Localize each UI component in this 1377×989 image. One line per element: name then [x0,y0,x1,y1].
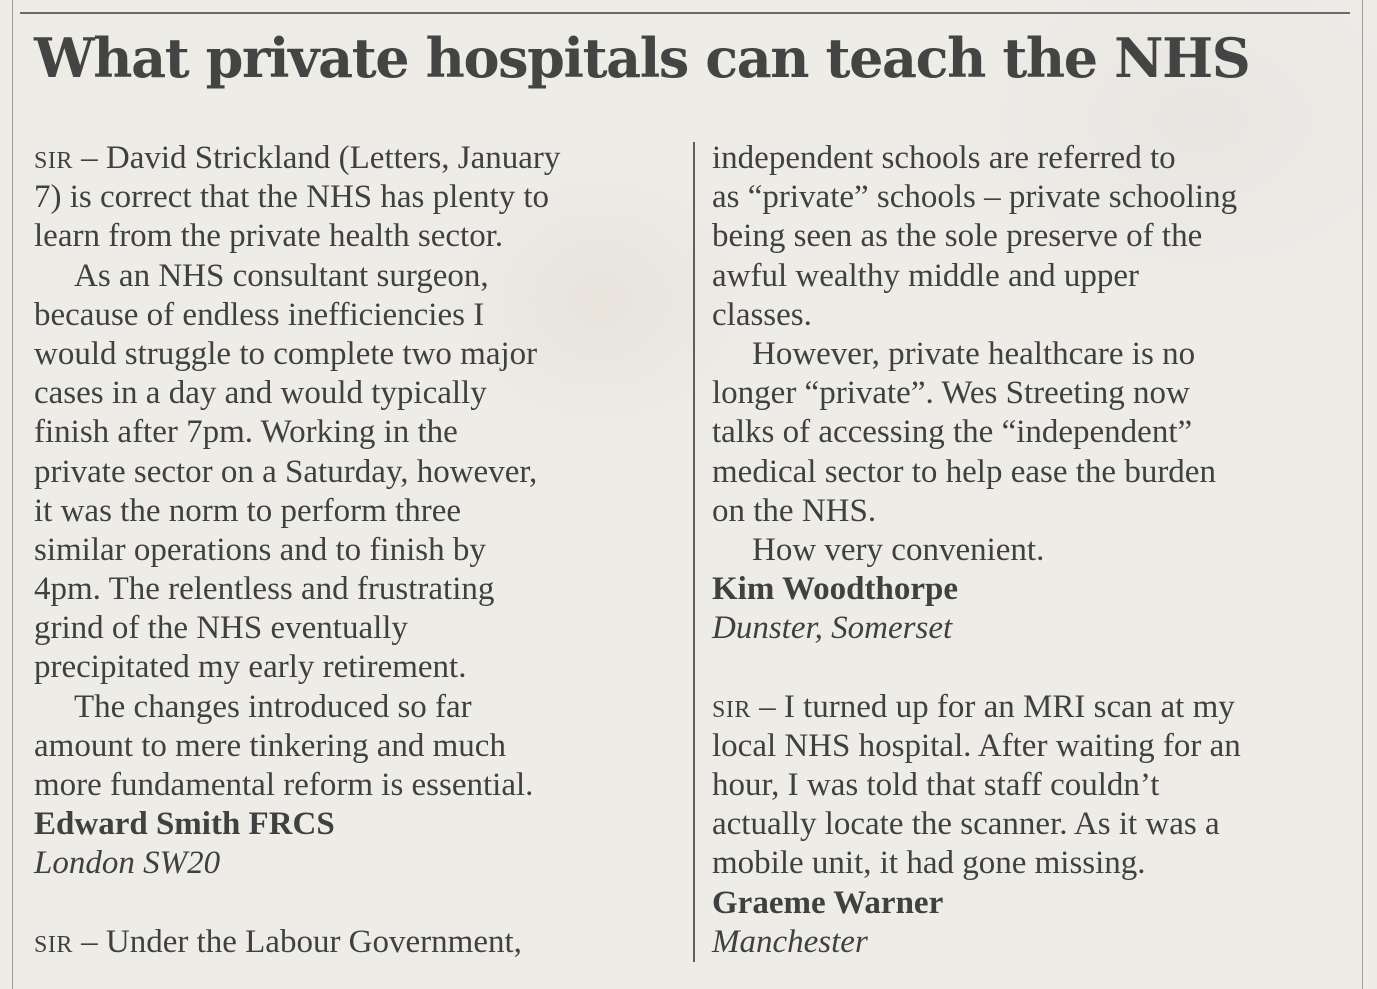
sir-opener: SIR [34,931,73,958]
letter-line: local NHS hospital. After waiting for an [712,727,1241,764]
letter-line: hour, I was told that staff couldn’t [712,767,1160,803]
letter-line: as “private” schools – private schooling [712,179,1238,216]
letter-text: – David Strickland (Letters, January [72,140,561,176]
letter-line: How very convenient. [752,531,1045,568]
letter-line [34,923,684,962]
letter-signature: Edward Smith FRCS [34,806,335,843]
letter-line: cases in a day and would typically [34,375,487,412]
letter-line: similar operations and to finish by [34,531,486,568]
sir-opener: SIR [34,148,73,174]
letter-line: independent schools are referred to [712,140,1176,176]
letter-line: precipitated my early retirement. [34,649,467,686]
letter-line: classes. [712,296,812,333]
letter-line: on the NHS. [712,492,877,529]
letter-signature: Graeme Warner [712,884,944,921]
letter-line: awful wealthy middle and upper [712,257,1140,294]
letter-line: grind of the NHS eventually [34,610,408,647]
letter-line: being seen as the sole preserve of the [712,218,1203,255]
headline: What private hospitals can teach the NHS [34,26,1250,90]
letter-line: 4pm. The relentless and frustrating [34,571,495,608]
letter-line: longer “private”. Wes Streeting now [712,375,1190,412]
letter-line [712,688,1357,727]
letter-text: – Under the Labour Government, [72,923,522,960]
letter-line [34,139,684,178]
letter-text: – I turned up for an MRI scan at my [750,688,1235,725]
right-column [712,139,1357,962]
letter-line: amount to mere tinkering and much [34,727,506,764]
letter-line: mobile unit, it had gone missing. [712,845,1146,882]
letter-location: Dunster, Somerset [712,610,953,647]
letter-line: medical sector to help ease the burden [712,453,1216,490]
top-rule [20,12,1350,14]
letter-line: actually locate the scanner. As it was a [712,806,1220,843]
letter-location: Manchester [712,923,868,960]
letter-line: private sector on a Saturday, however, [34,453,538,490]
right-border [1362,0,1363,989]
letter-line: As an NHS consultant surgeon, [74,257,489,294]
letter-gap [712,648,1357,687]
left-border [12,0,13,989]
letter-line: talks of accessing the “independent” [712,414,1193,451]
letter-location: London SW20 [34,845,221,882]
letter-line: The changes introduced so far [74,688,472,725]
left-column [34,139,684,962]
letter-line: it was the norm to perform three [34,492,462,529]
column-divider [693,142,695,962]
letter-line: finish after 7pm. Working in the [34,414,458,451]
letter-line: would struggle to complete two major [34,335,538,372]
letter-signature: Kim Woodthorpe [712,571,959,608]
letter-line: more fundamental reform is essential. [34,767,534,803]
letter-line: learn from the private health sector. [34,218,504,255]
letter-line: However, private healthcare is no [752,335,1196,372]
letter-line: 7) is correct that the NHS has plenty to [34,179,550,216]
letter-gap [34,884,684,923]
sir-opener: SIR [712,696,751,723]
letter-line: because of endless inefficiencies I [34,296,485,333]
